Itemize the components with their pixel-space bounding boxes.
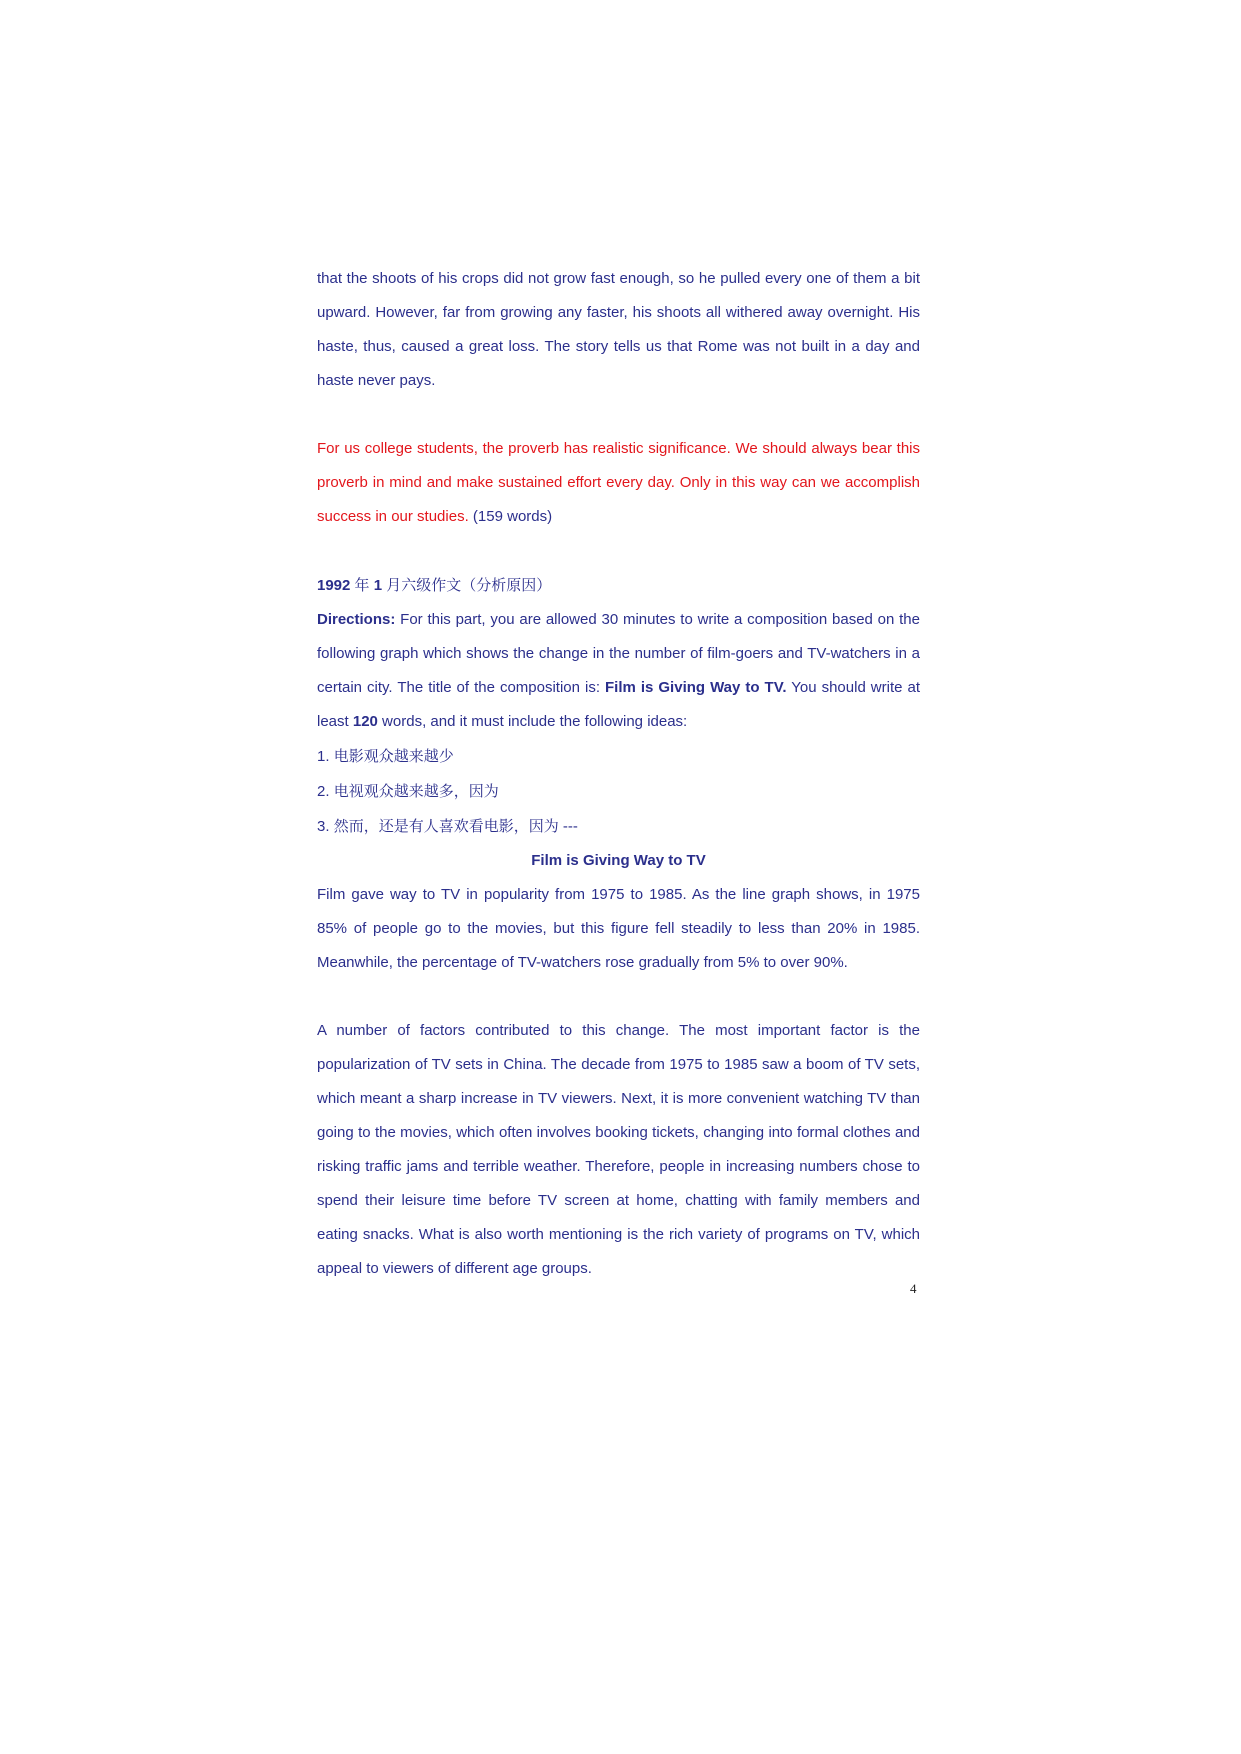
document-page	[317, 262, 920, 1286]
idea-item	[317, 739, 920, 774]
directions-title: Film is Giving Way to TV.	[605, 679, 787, 696]
directions-text-1: For this part, you are allowed 30 minutes to write a composition based on the following graph which shows the change in the number of film-goers and TV-watchers in a certain city. The title of the composition is:	[317, 611, 920, 696]
idea-number: 2.	[317, 783, 330, 800]
essay-title: Film is Giving Way to TV	[531, 852, 706, 869]
idea-number: 1.	[317, 748, 330, 765]
directions-text-3: words, and it must include the following ideas:	[377, 713, 688, 730]
section-rest: 月六级作文（分析原因）	[386, 576, 552, 594]
essay-paragraph-1: Film gave way to TV in popularity from 1975 to 1985. As the line graph shows, in 1975 85% of people go to the movies, but this figure fell steadily to less than 20% in 1985. Meanwhile, the percentage of TV-watchers rose gradually from 5% to over 90%.	[317, 886, 920, 971]
conclusion-paragraph	[317, 432, 920, 534]
essay-paragraph-2: A number of factors contributed to this change. The most important factor is the popularization of TV sets in China. The decade from 1975 to 1985 saw a boom of TV sets, which meant a sharp increase in TV viewers. Next, it is more convenient watching TV than going to the movies, which often involves booking tickets, changing into formal clothes and risking traffic jams and terrible weather. Therefore, people in increasing numbers chose to spend their leisure time before TV screen at home, chatting with family members and eating snacks. What is also worth mentioning is the rich variety of programs on TV, which appeal to viewers of different age groups.	[317, 1022, 920, 1277]
section-year: 1992	[317, 577, 351, 594]
section-year-char: 年	[354, 576, 370, 594]
idea-text: 然而，还是有人喜欢看电影，因为	[333, 817, 559, 835]
paragraph-gap	[317, 398, 920, 432]
story-paragraph: that the shoots of his crops did not grow fast enough, so he pulled every one of them a bit upward. However, far from growing any faster, his shoots all withered away overnight. His haste, thus, caused a great loss. The story tells us that Rome was not built in a day and haste never pays.	[317, 270, 920, 389]
conclusion-highlight: For us college students, the proverb has realistic significance. We should always bear this proverb in mind and make sustained effort every day. Only in this way can we accomplish success in our studies.	[317, 440, 920, 525]
paragraph-gap	[317, 980, 920, 1014]
idea-text: 电视观众越来越多，因为	[333, 782, 499, 800]
directions-text-2: You should write at least	[317, 679, 920, 730]
idea-number: 3.	[317, 818, 330, 835]
idea-text: 电影观众越来越少	[333, 747, 454, 765]
directions-label: Directions:	[317, 611, 396, 628]
word-count: (159 words)	[468, 508, 553, 525]
directions-word-count: 120	[352, 713, 378, 730]
section-heading	[317, 568, 920, 603]
section-month: 1	[373, 577, 383, 594]
page-number: 4	[910, 1281, 917, 1296]
idea-item	[317, 809, 920, 844]
paragraph-gap	[317, 534, 920, 568]
directions-paragraph	[317, 603, 920, 739]
idea-suffix: ---	[558, 818, 578, 835]
idea-item	[317, 774, 920, 809]
